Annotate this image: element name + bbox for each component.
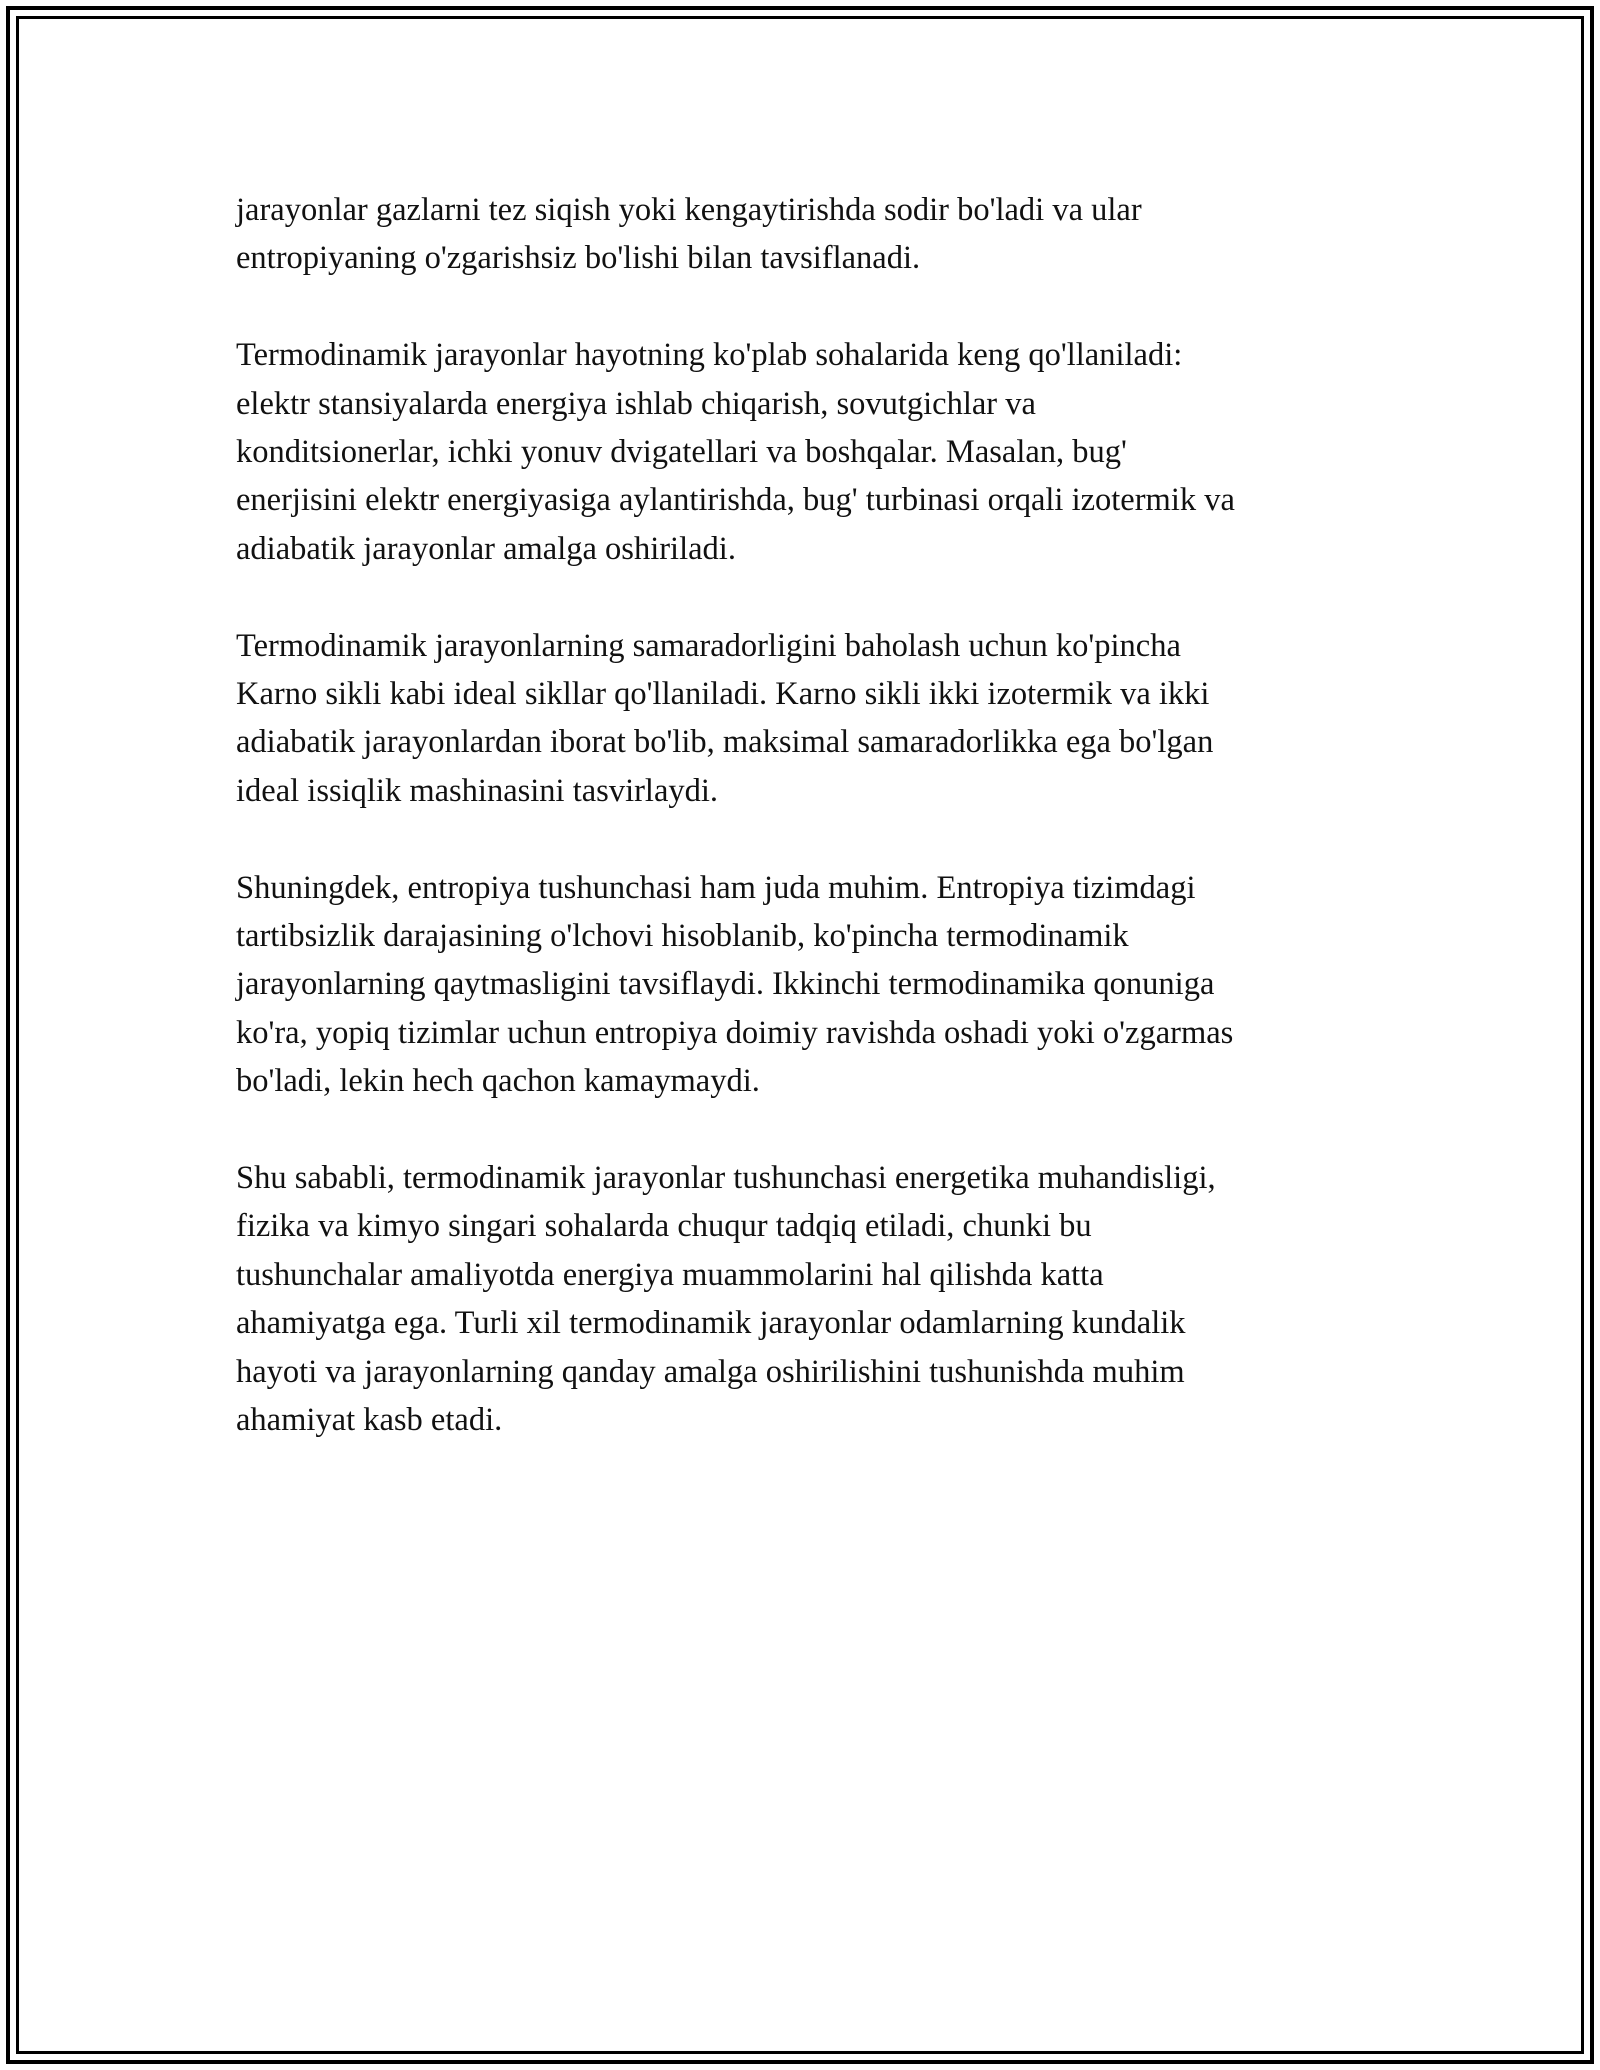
text-line: ko'ra, yopiq tizimlar uchun entropiya doimiy ravishda oshadi yoki o'zgarmas (236, 1014, 1234, 1051)
paragraph (236, 1154, 1396, 1444)
text-line: jarayonlarning qaytmasligini tavsiflaydi. Ikkinchi termodinamika qonuniga (236, 966, 1215, 1003)
text-line: ahamiyatga ega. Turli xil termodinamik jarayonlar odamlarning kundalik (236, 1305, 1186, 1342)
text-line: tartibsizlik darajasining o'lchovi hisoblanib, ko'pincha termodinamik (236, 918, 1129, 955)
text-line: ideal issiqlik mashinasini tasvirlaydi. (236, 772, 719, 809)
text-line: Karno sikli kabi ideal sikllar qo'llaniladi. Karno sikli ikki izotermik va ikki (236, 676, 1210, 713)
text-line: ahamiyat kasb etadi. (236, 1402, 503, 1439)
paragraph (236, 864, 1396, 1106)
text-line: bo'ladi, lekin hech qachon kamaymaydi. (236, 1063, 760, 1100)
text-line: Termodinamik jarayonlar hayotning ko'plab sohalarida keng qo'llaniladi: (236, 337, 1183, 374)
text-line: konditsionerlar, ichki yonuv dvigatellari va boshqalar. Masalan, bug' (236, 434, 1127, 471)
text-line: Shu sababli, termodinamik jarayonlar tushunchasi energetika muhandisligi, (236, 1160, 1216, 1197)
text-line: hayoti va jarayonlarning qanday amalga oshirilishini tushunishda muhim (236, 1353, 1185, 1390)
paragraph (236, 331, 1396, 573)
paragraph (236, 622, 1396, 816)
text-line: tushunchalar amaliyotda energiya muammolarini hal qilishda katta (236, 1256, 1104, 1293)
text-line: fizika va kimyo singari sohalarda chuqur tadqiq etiladi, chunki bu (236, 1208, 1092, 1245)
text-line: adiabatik jarayonlar amalga oshiriladi. (236, 530, 736, 567)
paragraph (236, 186, 1396, 283)
text-line: entropiyaning o'zgarishsiz bo'lishi bilan tavsiflanadi. (236, 240, 921, 277)
text-line: enerjisini elektr energiyasiga aylantirishda, bug' turbinasi orqali izotermik va (236, 482, 1235, 519)
document-body (236, 186, 1396, 1445)
text-line: jarayonlar gazlarni tez siqish yoki kengaytirishda sodir bo'ladi va ular (236, 192, 1142, 228)
text-line: Termodinamik jarayonlarning samaradorligini baholash uchun ko'pincha (236, 627, 1181, 664)
text-line: adiabatik jarayonlardan iborat bo'lib, maksimal samaradorlikka ega bo'lgan (236, 724, 1214, 761)
text-line: elektr stansiyalarda energiya ishlab chiqarish, sovutgichlar va (236, 385, 1036, 422)
text-line: Shuningdek, entropiya tushunchasi ham juda muhim. Entropiya tizimdagi (236, 869, 1196, 906)
